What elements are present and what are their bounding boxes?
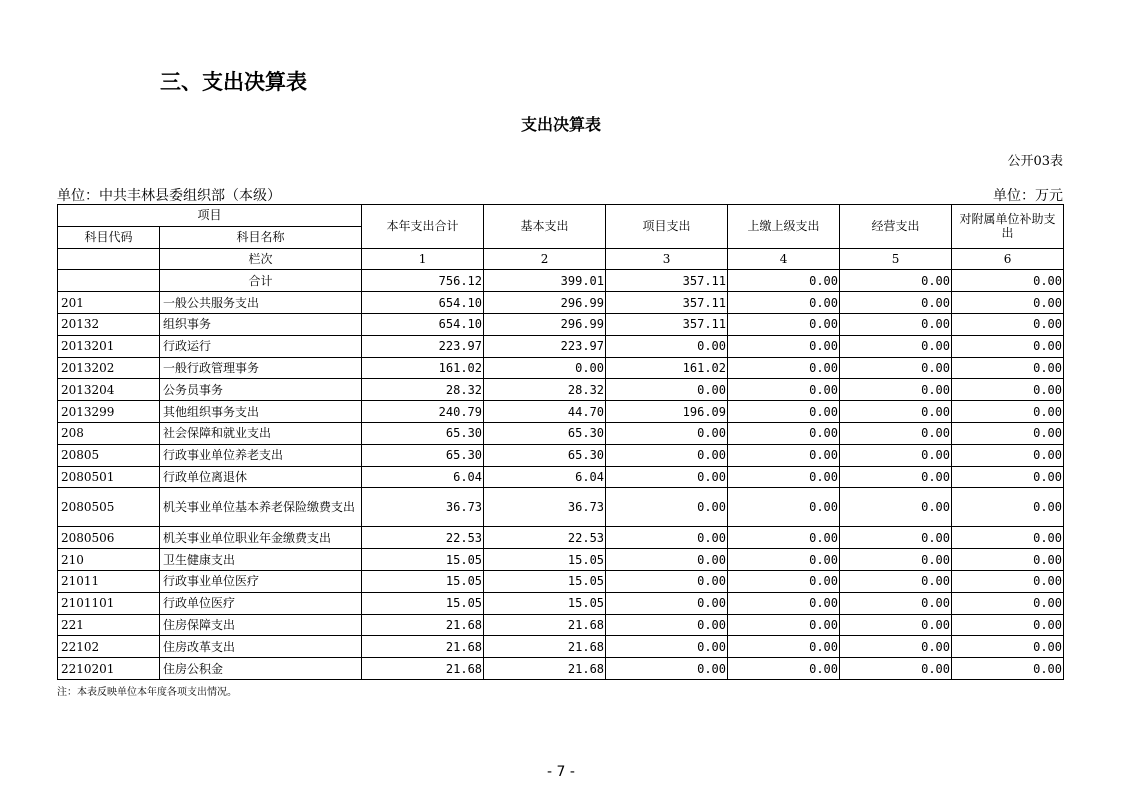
value-basic: 44.70 <box>484 401 606 423</box>
subject-code: 21011 <box>58 570 160 592</box>
value-project: 357.11 <box>606 292 728 314</box>
col-number-5: 5 <box>840 248 952 270</box>
subject-code: 2013299 <box>58 401 160 423</box>
value-subsidy: 0.00 <box>952 444 1064 466</box>
table-row <box>58 658 1064 680</box>
subject-code: 201 <box>58 292 160 314</box>
value-upper: 0.00 <box>728 614 840 636</box>
value-business: 0.00 <box>840 313 952 335</box>
subject-name: 组织事务 <box>160 313 362 335</box>
value-upper: 0.00 <box>728 570 840 592</box>
subject-code: 20132 <box>58 313 160 335</box>
header-row-1 <box>58 205 1064 227</box>
value-business: 0.00 <box>840 488 952 527</box>
subject-code: 22102 <box>58 636 160 658</box>
table-row <box>58 592 1064 614</box>
value-upper: 0.00 <box>728 313 840 335</box>
value-upper: 0.00 <box>728 357 840 379</box>
subject-name: 机关事业单位基本养老保险缴费支出 <box>160 488 362 527</box>
value-project: 0.00 <box>606 570 728 592</box>
value-business: 0.00 <box>840 658 952 680</box>
value-subsidy: 0.00 <box>952 466 1064 488</box>
subject-code: 2013201 <box>58 335 160 357</box>
value-business: 0.00 <box>840 614 952 636</box>
page-number: - 7 - <box>547 764 575 780</box>
header-col5: 经营支出 <box>840 205 952 249</box>
table-row <box>58 444 1064 466</box>
value-upper: 0.00 <box>728 422 840 444</box>
reporting-unit: 单位：中共丰林县委组织部（本级） <box>57 188 281 204</box>
value-total: 15.05 <box>362 570 484 592</box>
subject-name: 一般公共服务支出 <box>160 292 362 314</box>
subject-name: 一般行政管理事务 <box>160 357 362 379</box>
value-project: 161.02 <box>606 357 728 379</box>
value-project: 0.00 <box>606 335 728 357</box>
subject-name: 机关事业单位职业年金缴费支出 <box>160 527 362 549</box>
value-total: 15.05 <box>362 592 484 614</box>
value-total: 654.10 <box>362 292 484 314</box>
table-title: 支出决算表 <box>520 115 601 134</box>
value-basic: 21.68 <box>484 658 606 680</box>
header-col1: 本年支出合计 <box>362 205 484 249</box>
value-basic: 15.05 <box>484 592 606 614</box>
value-project: 0.00 <box>606 379 728 401</box>
value-basic: 6.04 <box>484 466 606 488</box>
value-business: 0.00 <box>840 422 952 444</box>
header-col4: 上缴上级支出 <box>728 205 840 249</box>
header-name: 科目名称 <box>160 226 362 248</box>
value-subsidy: 0.00 <box>952 335 1064 357</box>
header-row-3 <box>58 248 1064 270</box>
total-v5: 0.00 <box>840 270 952 292</box>
blank-cell <box>58 270 160 292</box>
subject-code: 2101101 <box>58 592 160 614</box>
value-project: 0.00 <box>606 527 728 549</box>
subject-code: 2013202 <box>58 357 160 379</box>
subject-name: 住房改革支出 <box>160 636 362 658</box>
value-business: 0.00 <box>840 292 952 314</box>
table-row <box>58 466 1064 488</box>
subject-name: 住房保障支出 <box>160 614 362 636</box>
value-upper: 0.00 <box>728 488 840 527</box>
subject-name: 住房公积金 <box>160 658 362 680</box>
value-project: 0.00 <box>606 444 728 466</box>
section-title: 三、支出决算表 <box>160 70 307 94</box>
value-project: 0.00 <box>606 592 728 614</box>
value-upper: 0.00 <box>728 292 840 314</box>
subject-code: 221 <box>58 614 160 636</box>
value-total: 654.10 <box>362 313 484 335</box>
value-total: 21.68 <box>362 658 484 680</box>
value-upper: 0.00 <box>728 527 840 549</box>
value-business: 0.00 <box>840 570 952 592</box>
value-business: 0.00 <box>840 592 952 614</box>
table-row <box>58 401 1064 423</box>
value-total: 161.02 <box>362 357 484 379</box>
value-total: 65.30 <box>362 444 484 466</box>
value-business: 0.00 <box>840 335 952 357</box>
value-total: 21.68 <box>362 614 484 636</box>
value-basic: 223.97 <box>484 335 606 357</box>
value-total: 6.04 <box>362 466 484 488</box>
table-code: 公开03表 <box>1007 154 1063 169</box>
value-total: 36.73 <box>362 488 484 527</box>
value-basic: 296.99 <box>484 292 606 314</box>
subject-name: 行政运行 <box>160 335 362 357</box>
value-basic: 36.73 <box>484 488 606 527</box>
value-business: 0.00 <box>840 549 952 571</box>
table-row <box>58 335 1064 357</box>
subject-code: 208 <box>58 422 160 444</box>
value-subsidy: 0.00 <box>952 379 1064 401</box>
value-total: 15.05 <box>362 549 484 571</box>
value-upper: 0.00 <box>728 592 840 614</box>
value-project: 0.00 <box>606 636 728 658</box>
col-number-6: 6 <box>952 248 1064 270</box>
value-business: 0.00 <box>840 401 952 423</box>
subject-code: 2080505 <box>58 488 160 527</box>
subject-code: 2080506 <box>58 527 160 549</box>
value-project: 0.00 <box>606 658 728 680</box>
table-row <box>58 488 1064 527</box>
value-basic: 15.05 <box>484 570 606 592</box>
value-subsidy: 0.00 <box>952 549 1064 571</box>
subject-name: 公务员事务 <box>160 379 362 401</box>
value-subsidy: 0.00 <box>952 313 1064 335</box>
value-basic: 65.30 <box>484 422 606 444</box>
subject-name: 行政事业单位养老支出 <box>160 444 362 466</box>
table-row <box>58 636 1064 658</box>
col-number-2: 2 <box>484 248 606 270</box>
table-row <box>58 549 1064 571</box>
value-business: 0.00 <box>840 527 952 549</box>
value-basic: 28.32 <box>484 379 606 401</box>
value-subsidy: 0.00 <box>952 292 1064 314</box>
header-code: 科目代码 <box>58 226 160 248</box>
value-upper: 0.00 <box>728 444 840 466</box>
value-business: 0.00 <box>840 379 952 401</box>
value-business: 0.00 <box>840 357 952 379</box>
value-upper: 0.00 <box>728 636 840 658</box>
value-business: 0.00 <box>840 444 952 466</box>
value-upper: 0.00 <box>728 379 840 401</box>
table-note: 注：本表反映单位本年度各项支出情况。 <box>57 687 237 698</box>
subject-name: 行政单位离退休 <box>160 466 362 488</box>
total-v6: 0.00 <box>952 270 1064 292</box>
value-upper: 0.00 <box>728 466 840 488</box>
value-upper: 0.00 <box>728 549 840 571</box>
subject-code: 2210201 <box>58 658 160 680</box>
header-col2: 基本支出 <box>484 205 606 249</box>
table-row <box>58 527 1064 549</box>
table-row <box>58 292 1064 314</box>
value-total: 22.53 <box>362 527 484 549</box>
value-basic: 22.53 <box>484 527 606 549</box>
table-row <box>58 570 1064 592</box>
total-v3: 357.11 <box>606 270 728 292</box>
header-col6: 对附属单位补助支出 <box>952 205 1064 249</box>
value-total: 223.97 <box>362 335 484 357</box>
subject-code: 210 <box>58 549 160 571</box>
table-row <box>58 379 1064 401</box>
value-total: 65.30 <box>362 422 484 444</box>
blank-cell <box>58 248 160 270</box>
value-business: 0.00 <box>840 636 952 658</box>
value-subsidy: 0.00 <box>952 592 1064 614</box>
value-basic: 21.68 <box>484 636 606 658</box>
value-subsidy: 0.00 <box>952 422 1064 444</box>
header-col3: 项目支出 <box>606 205 728 249</box>
value-subsidy: 0.00 <box>952 488 1064 527</box>
header-lanci: 栏次 <box>160 248 362 270</box>
col-number-3: 3 <box>606 248 728 270</box>
header-project: 项目 <box>58 205 362 227</box>
subject-code: 2080501 <box>58 466 160 488</box>
col-number-1: 1 <box>362 248 484 270</box>
value-project: 0.00 <box>606 488 728 527</box>
value-subsidy: 0.00 <box>952 570 1064 592</box>
total-label: 合计 <box>160 270 362 292</box>
subject-name: 卫生健康支出 <box>160 549 362 571</box>
value-subsidy: 0.00 <box>952 636 1064 658</box>
value-upper: 0.00 <box>728 335 840 357</box>
value-total: 21.68 <box>362 636 484 658</box>
value-total: 240.79 <box>362 401 484 423</box>
value-basic: 15.05 <box>484 549 606 571</box>
value-subsidy: 0.00 <box>952 658 1064 680</box>
value-subsidy: 0.00 <box>952 527 1064 549</box>
expenditure-table <box>57 204 1064 680</box>
value-upper: 0.00 <box>728 401 840 423</box>
value-basic: 21.68 <box>484 614 606 636</box>
value-basic: 296.99 <box>484 313 606 335</box>
table-row <box>58 313 1064 335</box>
currency-unit: 单位：万元 <box>993 188 1063 204</box>
value-project: 0.00 <box>606 549 728 571</box>
col-number-4: 4 <box>728 248 840 270</box>
subject-name: 其他组织事务支出 <box>160 401 362 423</box>
subject-code: 20805 <box>58 444 160 466</box>
value-project: 0.00 <box>606 466 728 488</box>
subject-name: 行政事业单位医疗 <box>160 570 362 592</box>
value-subsidy: 0.00 <box>952 614 1064 636</box>
value-total: 28.32 <box>362 379 484 401</box>
subject-code: 2013204 <box>58 379 160 401</box>
value-upper: 0.00 <box>728 658 840 680</box>
table-row <box>58 614 1064 636</box>
value-project: 0.00 <box>606 422 728 444</box>
subject-name: 社会保障和就业支出 <box>160 422 362 444</box>
subject-name: 行政单位医疗 <box>160 592 362 614</box>
value-subsidy: 0.00 <box>952 401 1064 423</box>
value-project: 0.00 <box>606 614 728 636</box>
table-row <box>58 357 1064 379</box>
total-v1: 756.12 <box>362 270 484 292</box>
value-basic: 65.30 <box>484 444 606 466</box>
value-basic: 0.00 <box>484 357 606 379</box>
value-subsidy: 0.00 <box>952 357 1064 379</box>
value-project: 357.11 <box>606 313 728 335</box>
value-project: 196.09 <box>606 401 728 423</box>
value-business: 0.00 <box>840 466 952 488</box>
total-v4: 0.00 <box>728 270 840 292</box>
table-row <box>58 422 1064 444</box>
total-v2: 399.01 <box>484 270 606 292</box>
total-row <box>58 270 1064 292</box>
